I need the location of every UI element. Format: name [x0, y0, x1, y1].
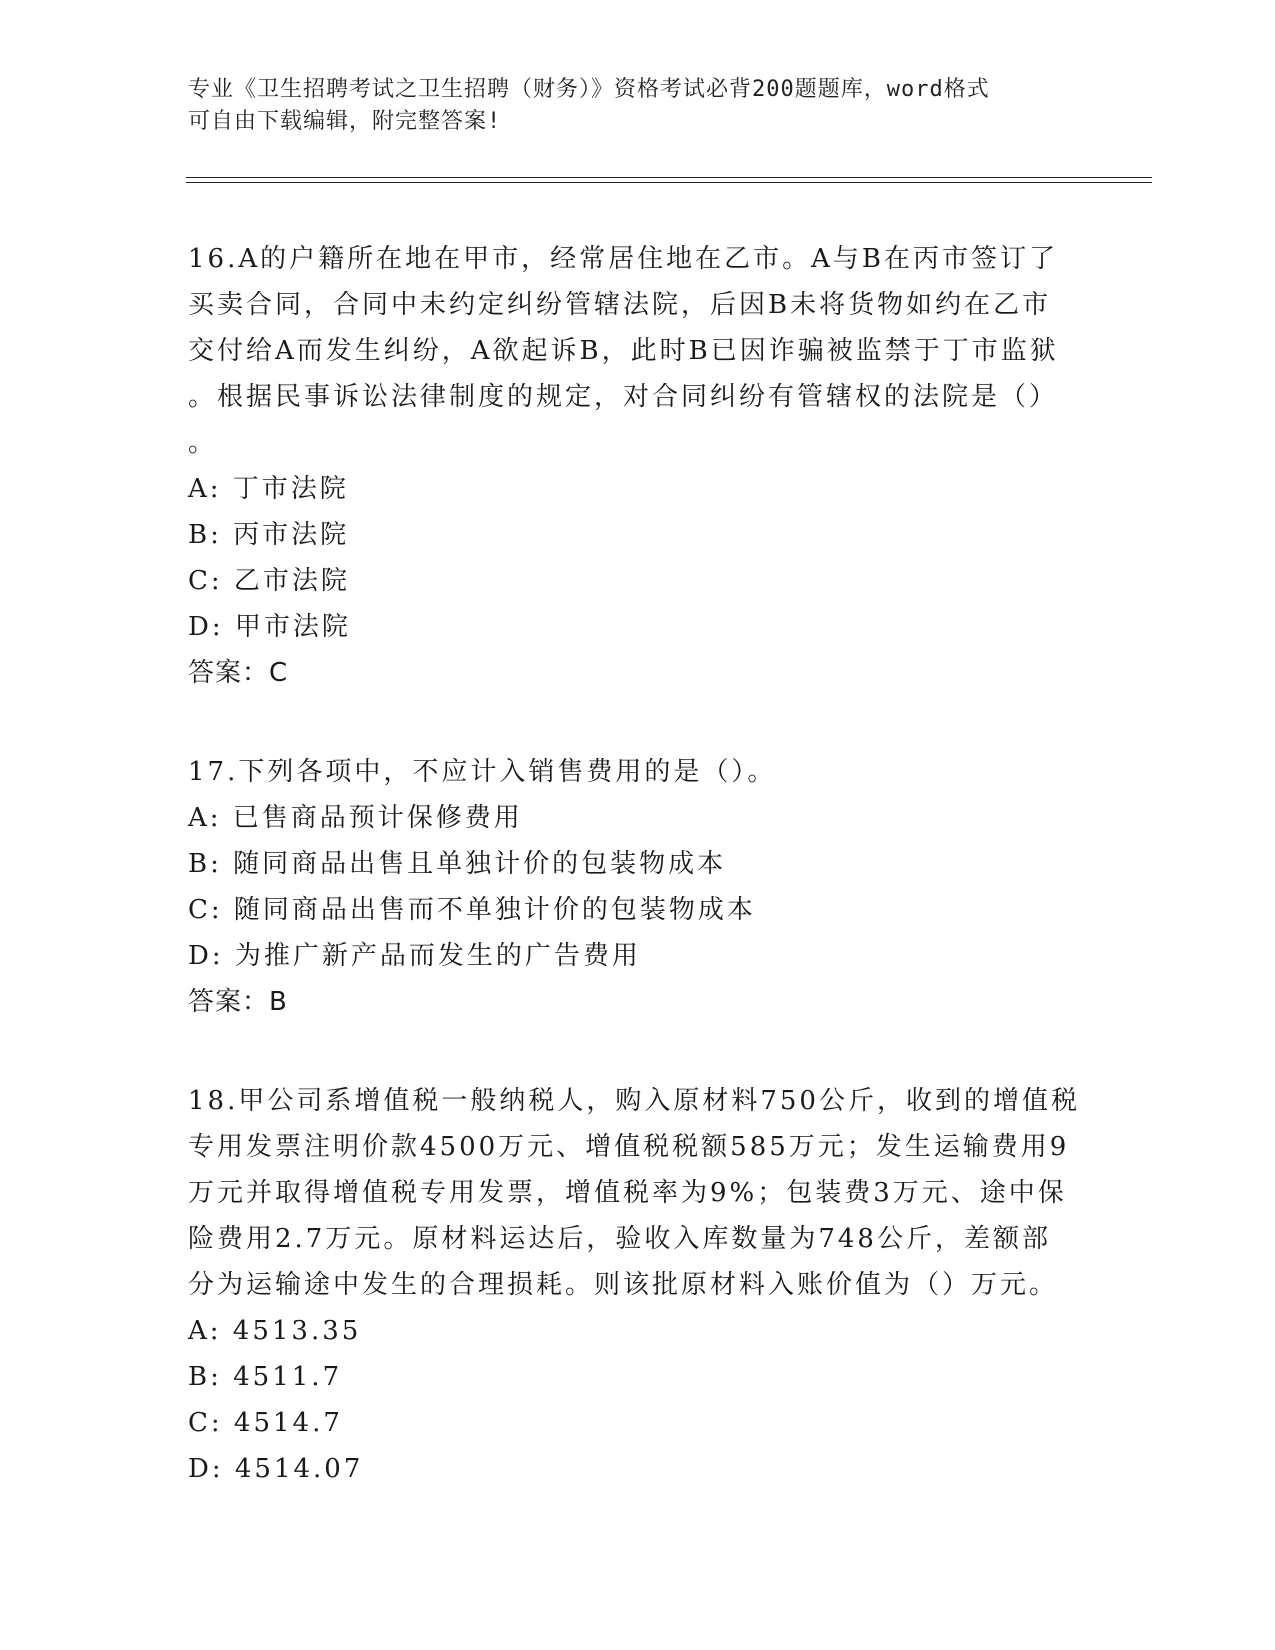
question-text-line: 。根据民事诉讼法律制度的规定，对合同纠纷有管辖权的法院是（） [188, 382, 1059, 412]
question-16 [188, 236, 1088, 696]
option-a: A: 丁市法院 [188, 474, 349, 504]
option-d: D: 4514.07 [188, 1454, 364, 1484]
question-text-line: 分为运输途中发生的合理损耗。则该批原材料入账价值为（）万元。 [188, 1270, 1059, 1300]
question-text-line: 交付给A而发生纠纷，A欲起诉B，此时B已因诈骗被监禁于丁市监狱 [188, 336, 1059, 366]
question-17 [188, 749, 1088, 1025]
option-d: D: 为推广新产品而发生的广告费用 [188, 941, 641, 971]
question-18 [188, 1078, 1088, 1492]
question-text-line: 险费用2.7万元。原材料运达后，验收入库数量为748公斤，差额部 [188, 1224, 1051, 1254]
question-text-line: 买卖合同，合同中未约定纠纷管辖法院，后因B未将货物如约在乙市 [188, 290, 1052, 320]
question-text-line: 17.下列各项中，不应计入销售费用的是（）。 [188, 757, 777, 787]
option-d: D: 甲市法院 [188, 612, 351, 642]
header-divider-top [186, 177, 1152, 178]
header-line: 可自由下载编辑，附完整答案! [188, 109, 502, 134]
question-list [188, 236, 1088, 1545]
option-c: C: 乙市法院 [188, 566, 350, 596]
question-text-line: 专用发票注明价款4500万元、增值税税额585万元；发生运输费用9 [188, 1132, 1070, 1162]
header-line: 专业《卫生招聘考试之卫生招聘（财务）》资格考试必背200题题库，word格式 [188, 77, 990, 102]
answer-line: 答案：B [188, 987, 288, 1017]
option-a: A: 4513.35 [188, 1316, 362, 1346]
question-text-line: 万元并取得增值税专用发票，增值税率为9%；包装费3万元、途中保 [188, 1178, 1067, 1208]
question-text-line: 16.A的户籍所在地在甲市，经常居住地在乙市。A与B在丙市签订了 [188, 244, 1059, 274]
answer-line: 答案：C [188, 658, 289, 688]
option-b: B: 丙市法院 [188, 520, 350, 550]
option-b: B: 随同商品出售且单独计价的包装物成本 [188, 849, 727, 879]
option-a: A: 已售商品预计保修费用 [188, 803, 523, 833]
document-header [188, 74, 1068, 138]
option-c: C: 随同商品出售而不单独计价的包装物成本 [188, 895, 756, 925]
header-divider-bottom [186, 182, 1152, 183]
option-c: C: 4514.7 [188, 1408, 343, 1438]
question-text-line: 18.甲公司系增值税一般纳税人，购入原材料750公斤，收到的增值税 [188, 1086, 1080, 1116]
question-text-line: 。 [188, 428, 218, 458]
option-b: B: 4511.7 [188, 1362, 343, 1392]
